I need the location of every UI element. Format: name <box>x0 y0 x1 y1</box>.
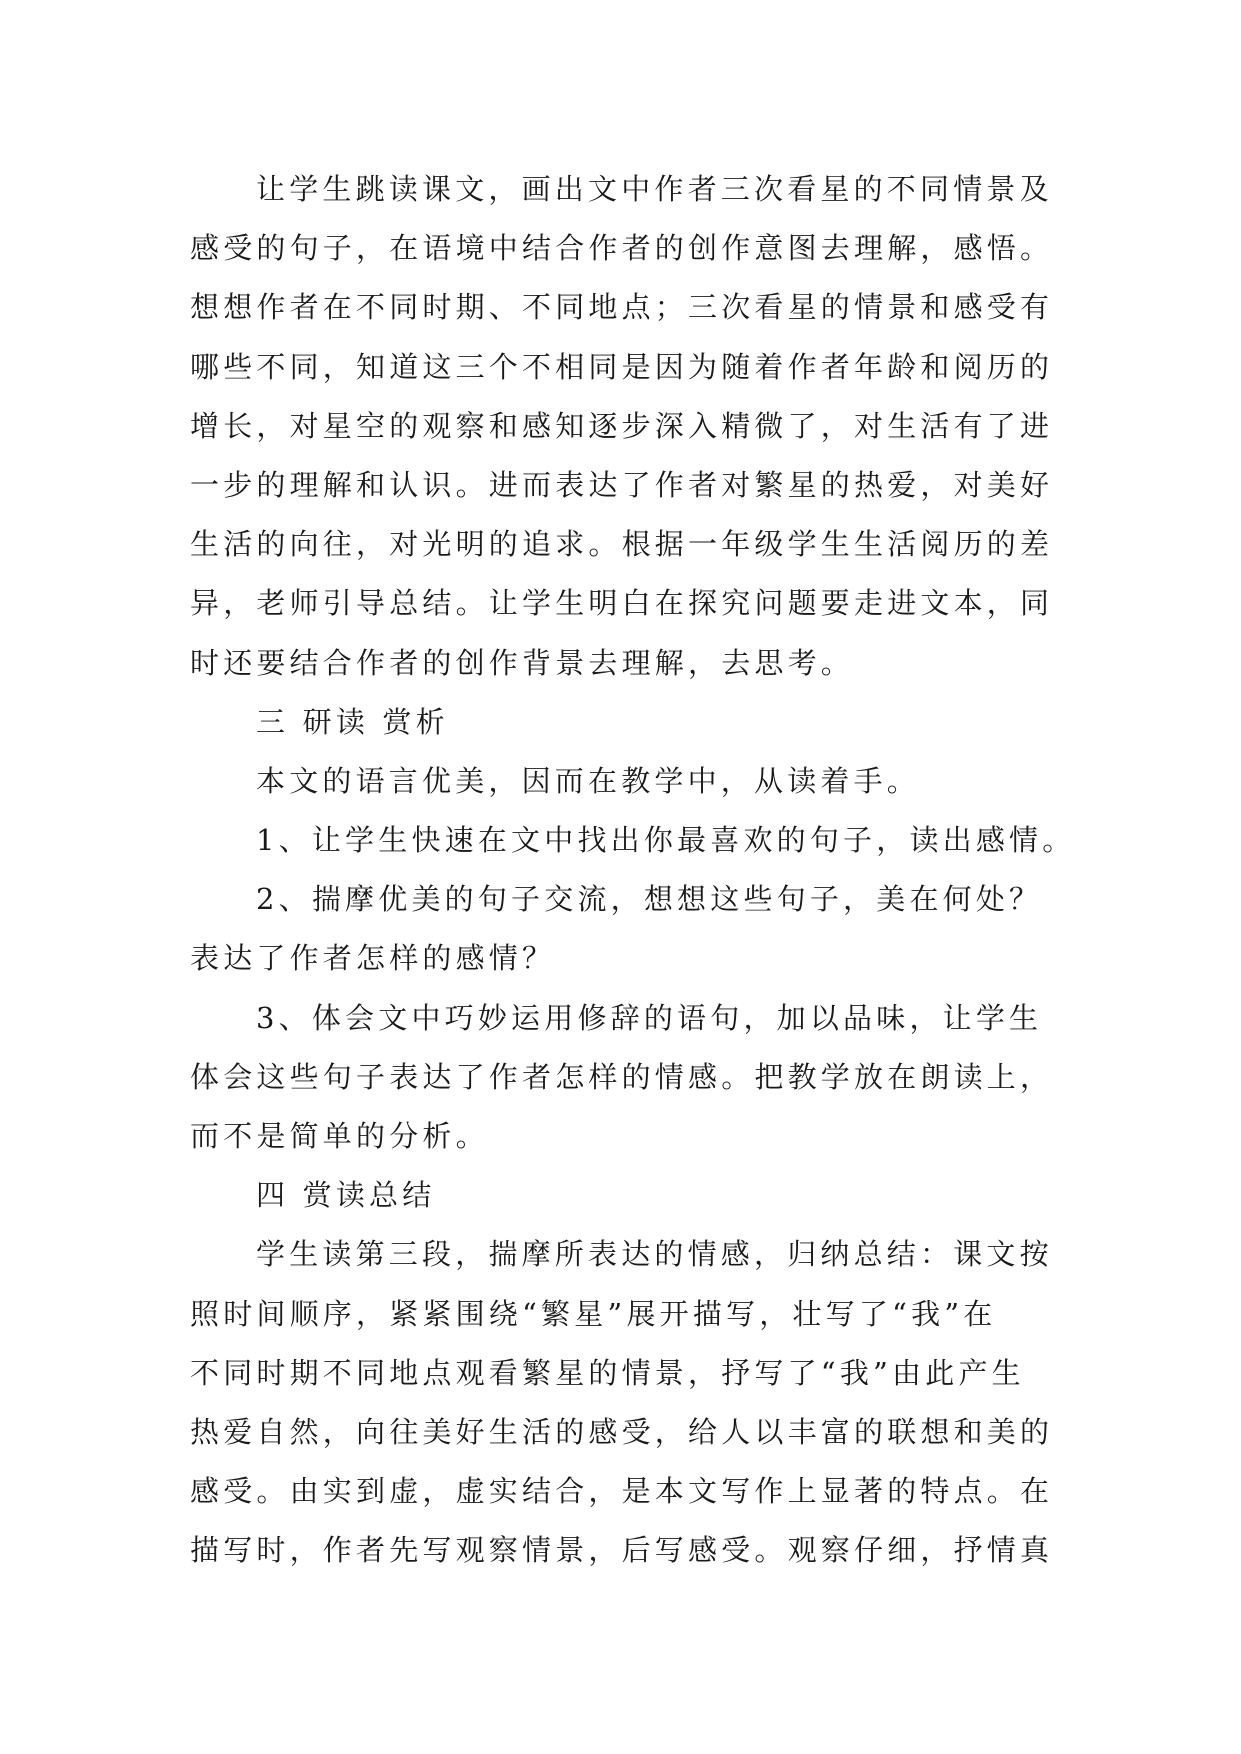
body-text <box>190 160 1080 1581</box>
text-line: 哪些不同，知道这三个不相同是因为随着作者年龄和阅历的 <box>190 349 1054 384</box>
section-heading: 四 赏读总结 <box>256 1178 436 1213</box>
list-item: 2、揣摩优美的句子交流，想想这些句子，美在何处？ <box>256 882 1043 917</box>
section-heading: 三 研读 赏析 <box>256 704 449 739</box>
text-line: 热爱自然，向往美好生活的感受，给人以丰富的联想和美的 <box>190 1414 1054 1449</box>
text-line: 表达了作者怎样的感情？ <box>190 941 556 976</box>
text-line: 照时间顺序，紧紧围绕“繁星”展开描写，壮写了“我”在 <box>190 1296 997 1331</box>
text-line: 体会这些句子表达了作者怎样的情感。把教学放在朗读上， <box>190 1059 1054 1094</box>
text-line: 异，老师引导总结。让学生明白在探究问题要走进文本，同 <box>190 586 1054 621</box>
text-line: 描写时，作者先写观察情景，后写感受。观察仔细，抒情真 <box>190 1533 1054 1568</box>
text-line: 感受。由实到虚，虚实结合，是本文写作上显著的特点。在 <box>190 1474 1054 1509</box>
text-line: 让学生跳读课文，画出文中作者三次看星的不同情景及 <box>256 172 1053 206</box>
text-line: 学生读第三段，揣摩所表达的情感，归纳总结：课文按 <box>256 1237 1053 1272</box>
text-line: 时还要结合作者的创作背景去理解，去思考。 <box>190 645 855 680</box>
text-line: 而不是简单的分析。 <box>190 1119 489 1153</box>
text-line: 增长，对星空的观察和感知逐步深入精微了，对生活有了进 <box>190 408 1054 443</box>
list-item: 1、让学生快速在文中找出你最喜欢的句子，读出感情。 <box>256 823 1076 858</box>
text-line: 想想作者在不同时期、不同地点；三次看星的情景和感受有 <box>190 290 1054 325</box>
text-line: 一步的理解和认识。进而表达了作者对繁星的热爱，对美好 <box>190 467 1054 502</box>
text-line: 本文的语言优美，因而在教学中，从读着手。 <box>256 763 921 798</box>
text-line: 生活的向往，对光明的追求。根据一年级学生生活阅历的差 <box>190 527 1054 562</box>
text-line: 不同时期不同地点观看繁星的情景，抒写了“我”由此产生 <box>190 1355 1025 1390</box>
text-line: 感受的句子，在语境中结合作者的创作意图去理解，感悟。 <box>190 231 1054 266</box>
list-item: 3、体会文中巧妙运用修辞的语句，加以品味，让学生 <box>256 1000 1043 1035</box>
